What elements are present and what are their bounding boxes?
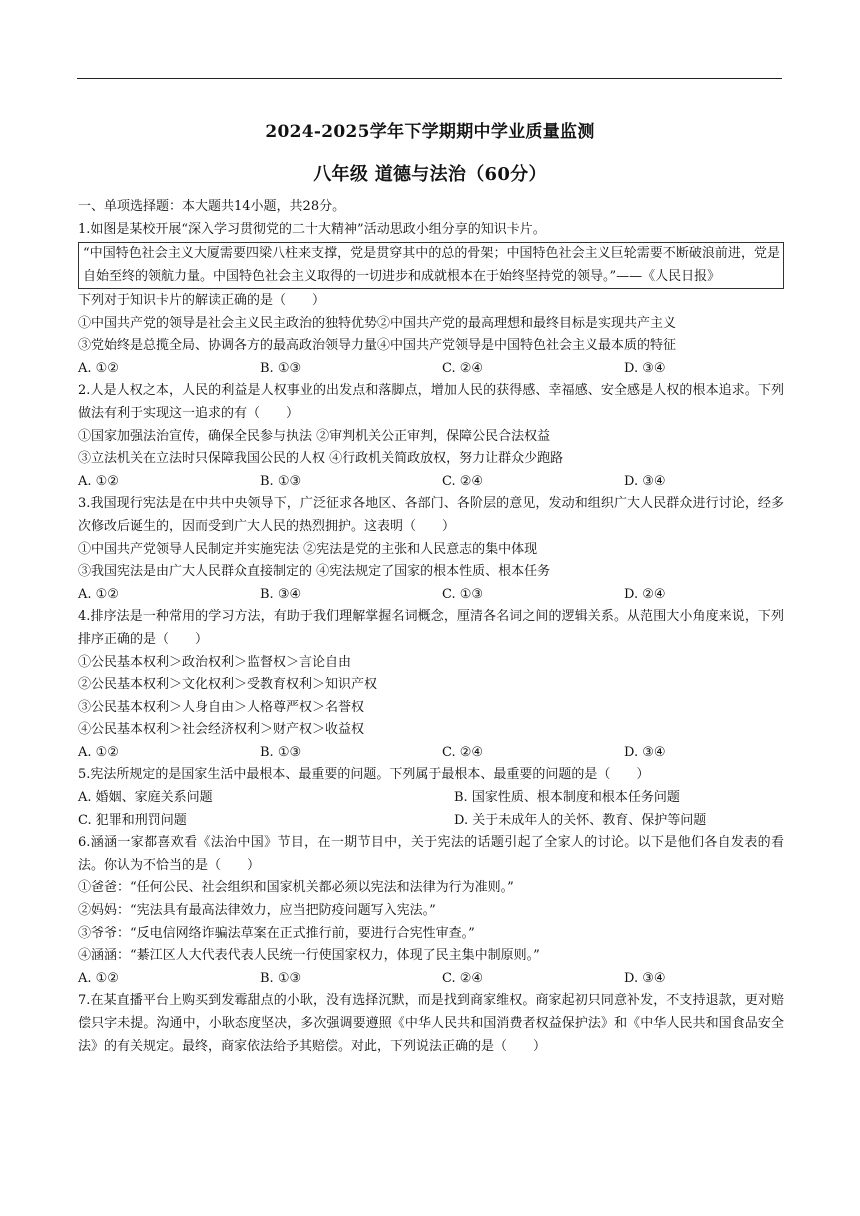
question-6-stem: 6.涵涵一家都喜欢看《法治中国》节目，在一期节目中，关于宪法的话题引起了全家人的讨论。以下是他们各自发表的看法。你认为不恰当的是（ ）	[78, 835, 784, 873]
question-4-options	[78, 742, 784, 765]
question-3-statement: ①中国共产党领导人民制定并实施宪法 ②宪法是党的主张和人民意志的集中体现	[78, 541, 538, 557]
option-d[interactable]: D. ③④	[624, 970, 666, 986]
question-1-prompt: 下列对于知识卡片的解读正确的是（ ）	[78, 293, 326, 308]
knowledge-card: “中国特色社会主义大厦需要四梁八柱来支撑，党是贯穿其中的总的骨架；中国特色社会主义巨轮需要不断破浪前进，党是自始至终的领航力量。中国特色社会主义取得的一切进步和成就根本在于始终坚持党的领导。”——《人民日报》	[78, 242, 784, 289]
option-a[interactable]: A. 婚姻、家庭关系问题	[78, 790, 213, 806]
question-3-stem: 3.我国现行宪法是在中共中央领导下，广泛征求各地区、各部门、各阶层的意见，发动和组织广大人民群众进行讨论，经多次修改后诞生的，因而受到广大人民的热烈拥护。这表明（ ）	[78, 496, 784, 534]
question-4-stem: 4.排序法是一种常用的学习方法，有助于我们理解掌握名词概念，厘清各名词之间的逻辑关系。从范围大小角度来说，下列排序正确的是（ ）	[78, 609, 784, 647]
option-a[interactable]: A. ①②	[78, 744, 119, 760]
section-heading: 一、单项选择题：本大题共14小题，共28分。	[78, 199, 346, 214]
question-1-statement: ①中国共产党的领导是社会主义民主政治的独特优势②中国共产党的最高理想和最终目标是实现共产主义	[78, 315, 677, 331]
question-3-options	[78, 584, 784, 607]
question-2-options	[78, 471, 784, 494]
question-3-statement: ③我国宪法是由广大人民群众直接制定的 ④宪法规定了国家的根本性质、根本任务	[78, 564, 551, 580]
option-a[interactable]: A. ①②	[78, 970, 119, 986]
option-c[interactable]: C. ①③	[442, 586, 484, 602]
option-c[interactable]: C. ②④	[442, 744, 484, 760]
question-5-options-row	[78, 787, 784, 810]
option-c[interactable]: C. 犯罪和刑罚问题	[78, 812, 187, 828]
exam-title: 2024-2025学年下学期期中学业质量监测	[265, 122, 595, 142]
question-4-statement: ③公民基本权利＞人身自由＞人格尊严权＞名誉权	[78, 699, 365, 715]
exam-content	[78, 196, 784, 1058]
question-6-statement: ④涵涵：“綦江区人大代表代表人民统一行使国家权力，体现了民主集中制原则。”	[78, 948, 540, 964]
question-5-options-row	[78, 810, 784, 833]
option-b[interactable]: B. 国家性质、根本制度和根本任务问题	[454, 790, 680, 806]
exam-subtitle: 八年级 道德与法治（60分）	[313, 164, 547, 185]
top-rule	[77, 78, 782, 79]
question-6-statement: ①爸爸：“任何公民、社会组织和国家机关都必须以宪法和法律为行为准则。”	[78, 880, 514, 896]
option-c[interactable]: C. ②④	[442, 473, 484, 489]
option-b[interactable]: B. ③④	[260, 586, 302, 602]
question-6-statement: ③爷爷：“反电信网络诈骗法草案在正式推行前，要进行合宪性审查。”	[78, 925, 475, 941]
option-c[interactable]: C. ②④	[442, 360, 484, 376]
question-2-statement: ①国家加强法治宣传，确保全民参与执法 ②审判机关公正审判，保障公民合法权益	[78, 428, 551, 444]
question-4-statement: ①公民基本权利＞政治权利＞监督权＞言论自由	[78, 654, 352, 670]
question-6-options	[78, 968, 784, 991]
question-1-options	[78, 358, 784, 381]
option-a[interactable]: A. ①②	[78, 360, 119, 376]
option-d[interactable]: D. ③④	[624, 473, 666, 489]
option-a[interactable]: A. ①②	[78, 473, 119, 489]
option-b[interactable]: B. ①③	[260, 744, 302, 760]
option-b[interactable]: B. ①③	[260, 473, 302, 489]
option-b[interactable]: B. ①③	[260, 970, 302, 986]
option-d[interactable]: D. ③④	[624, 360, 666, 376]
question-4-statement: ④公民基本权利＞社会经济权利＞财产权＞收益权	[78, 722, 365, 738]
option-d[interactable]: D. 关于未成年人的关怀、教育、保护等问题	[454, 812, 707, 828]
question-2-statement: ③立法机关在立法时只保障我国公民的人权 ④行政机关简政放权，努力让群众少跑路	[78, 451, 564, 467]
option-b[interactable]: B. ①③	[260, 360, 302, 376]
option-a[interactable]: A. ①②	[78, 586, 119, 602]
option-d[interactable]: D. ③④	[624, 744, 666, 760]
question-7-stem: 7.在某直播平台上购买到发霉甜点的小耿，没有选择沉默，而是找到商家维权。商家起初只同意补发，不支持退款，更对赔偿只字未提。沟通中，小耿态度坚决，多次强调要遵照《中华人民共和国消费者权益保护法》和《中华人民共和国食品安全法》的有关规定。最终，商家依法给予其赔偿。对此，下列说法正确的是（ ）	[78, 993, 784, 1054]
question-4-statement: ②公民基本权利＞文化权利＞受教育权利＞知识产权	[78, 677, 378, 693]
question-5-stem: 5.宪法所规定的是国家生活中最根本、最重要的问题。下列属于最根本、最重要的问题的是（ ）	[78, 767, 650, 783]
question-1-stem: 1.如图是某校开展“深入学习贯彻党的二十大精神”活动思政小组分享的知识卡片。	[78, 221, 546, 237]
option-c[interactable]: C. ②④	[442, 970, 484, 986]
question-2-stem: 2.人是人权之本，人民的利益是人权事业的出发点和落脚点，增加人民的获得感、幸福感、安全感是人权的根本追求。下列做法有利于实现这一追求的有（ ）	[78, 383, 784, 421]
question-1-statement: ③党始终是总揽全局、协调各方的最高政治领导力量④中国共产党领导是中国特色社会主义最本质的特征	[78, 338, 677, 354]
question-6-statement: ②妈妈：“宪法具有最高法律效力，应当把防疫问题写入宪法。”	[78, 903, 436, 919]
option-d[interactable]: D. ②④	[624, 586, 666, 602]
